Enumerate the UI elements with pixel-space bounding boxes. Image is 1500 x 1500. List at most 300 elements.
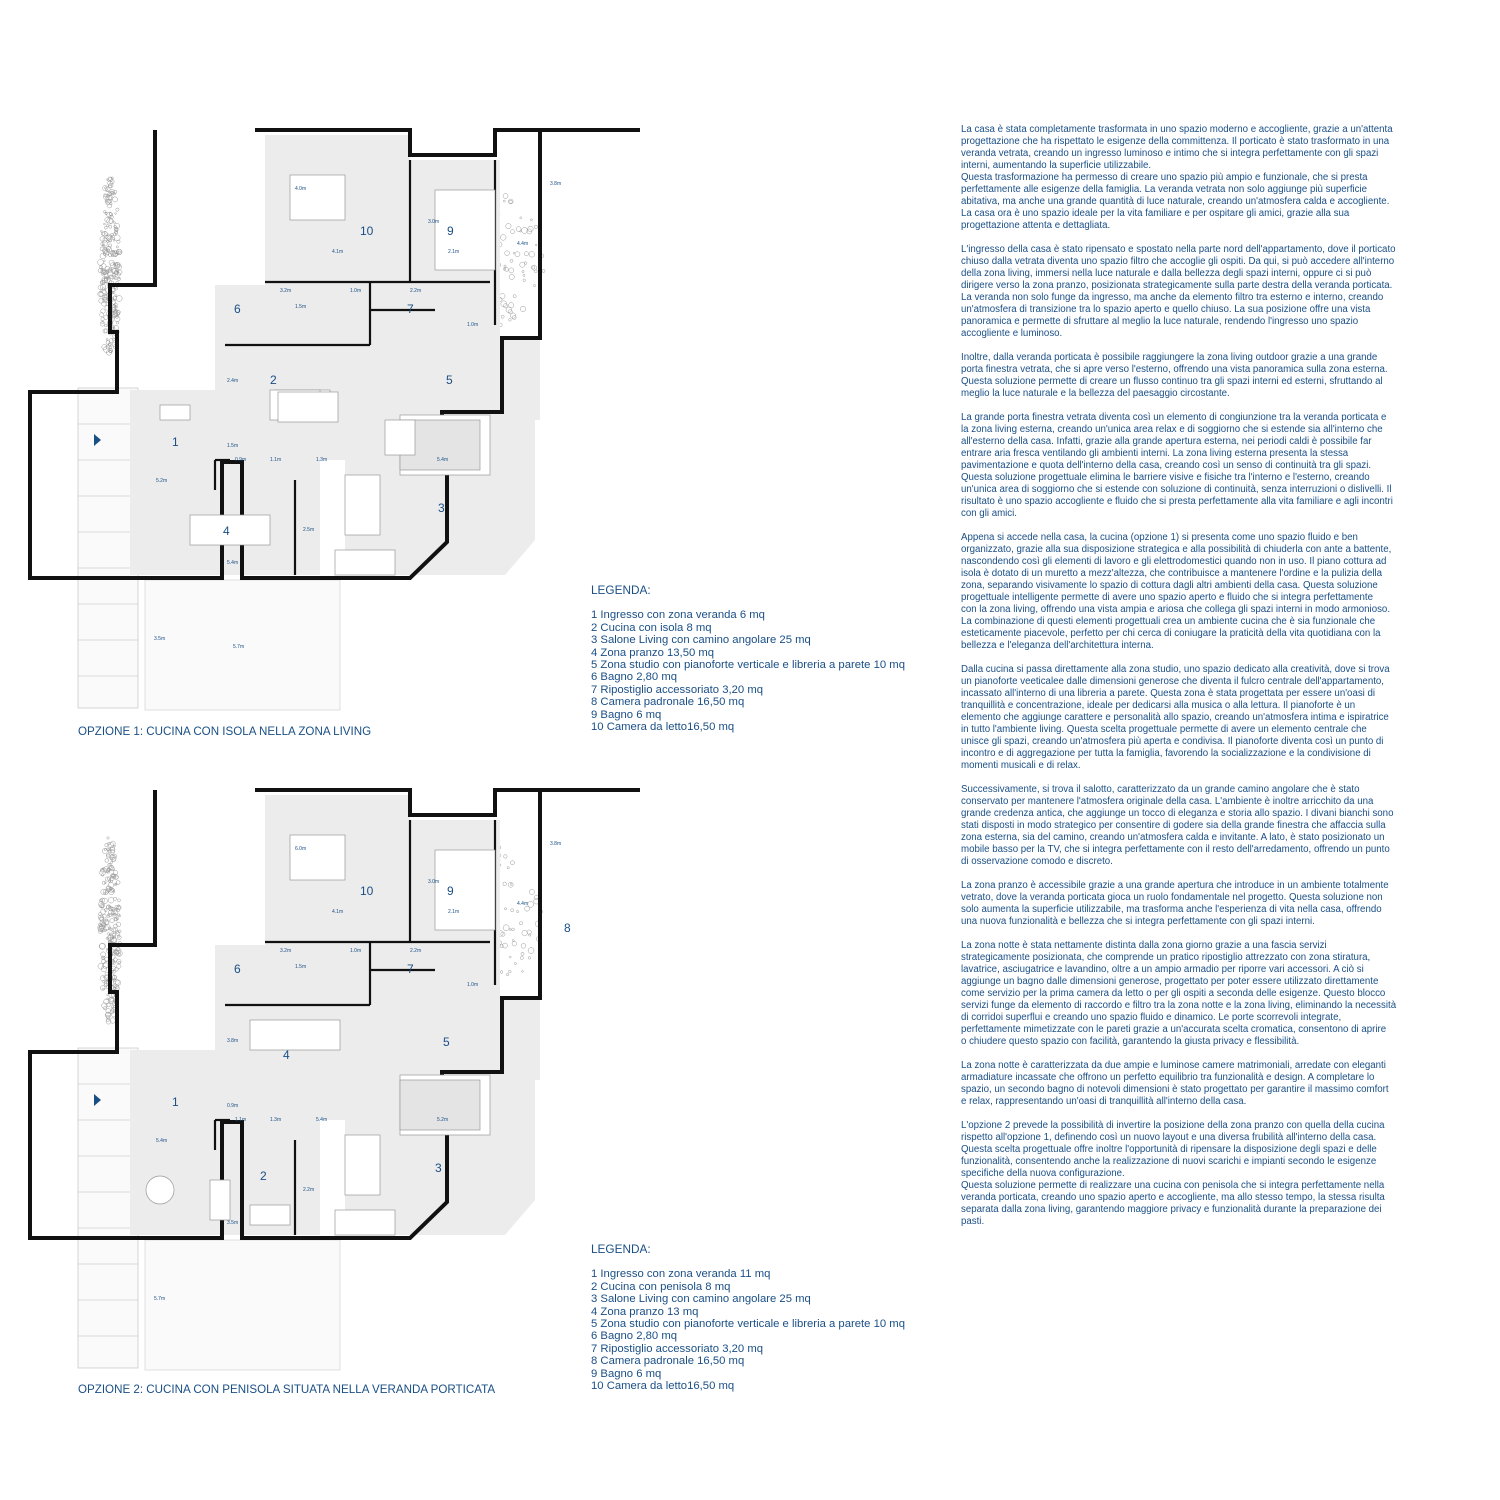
tree-foliage-circle: [114, 235, 120, 241]
tree-foliage-circle: [528, 957, 530, 959]
dimension-label: 1.0m: [350, 288, 362, 294]
description-line: entrare aria fresca ventilando gli ambienti interni. La zona living esterna presenta la stessa: [961, 448, 1349, 459]
dimension-label: 1.5m: [295, 964, 307, 970]
legend-item: 9 Bagno 6 mq: [591, 708, 662, 721]
tree-foliage-circle: [505, 251, 510, 256]
description-line: un pianoforte veeticalee dalle dimensioni generose che diventa il fulcro centrale dell'appartamento,: [961, 676, 1384, 687]
dimension-label: 6.0m: [295, 846, 307, 852]
room-label: 6: [234, 962, 241, 976]
room-label: 1: [172, 1095, 179, 1109]
description-paragraph: [961, 412, 1437, 520]
description-line: isola è dotato di un muretto a mezz'altezza, che contribuisce a mantenere l'ordine e la pulizia della: [961, 568, 1383, 579]
dimension-label: 1.1m: [270, 457, 282, 463]
tree-foliage-circle: [519, 922, 522, 925]
dimension-label: 3.0m: [428, 879, 440, 885]
dimension-label: 1.5m: [295, 304, 307, 310]
dimension-label: 5.4m: [227, 560, 239, 566]
description-line: un'atmosfera di transizione tra lo spazio aperto e quello chiuso. La sua posizione offre una vista: [961, 304, 1371, 315]
deck-outline: [78, 1048, 138, 1368]
description-line: organizzato, grazie alla sua disposizione strategica e alla possibilità di chiuderla con ante a battente,: [961, 544, 1392, 555]
legend-item: 3 Salone Living con camino angolare 25 mq: [591, 1293, 811, 1306]
description-line: unisce gli spazi, creando un'atmosfera più aperta e condivisa. Il pianoforte diventa così un punto di: [961, 736, 1384, 747]
tree-foliage-circle: [113, 221, 115, 223]
tree-foliage-circle: [99, 943, 105, 949]
description-line: strategicamente posizionata, che comprende un pratico ripostiglio attrezzato con zona stiratura,: [961, 952, 1371, 963]
plan-caption-option-1: OPZIONE 1: CUCINA CON ISOLA NELLA ZONA LIVING: [78, 725, 372, 738]
description-paragraph: [961, 940, 1437, 1048]
tree-foliage-circle: [508, 882, 513, 887]
tree-foliage-circle: [104, 324, 107, 327]
description-line: Appena si accede nella casa, la cucina (opzione 1) si presenta come uno spazio fluido e ben: [961, 532, 1358, 543]
tree-foliage-circle: [101, 230, 103, 232]
description-line: Questa trasformazione ha permesso di creare uno spazio più ampio e funzionale, che si presta: [961, 172, 1368, 183]
tree-foliage-circle: [105, 844, 108, 847]
description-line: Dalla cucina si passa direttamente alla zona studio, uno spazio dedicato alla creatività, dove si trova: [961, 664, 1390, 675]
dimension-label: 2.4m: [227, 378, 239, 384]
tree-foliage-circle: [510, 883, 512, 885]
dimension-label: 3.2m: [280, 288, 292, 294]
dimension-label: 2.2m: [410, 288, 422, 294]
description-line: La grande porta finestra vetrata diventa così un elemento di congiunzione tra la veranda porticata e: [961, 412, 1387, 423]
legend-title: LEGENDA:: [591, 583, 651, 597]
floor-plan-option-1: [70, 120, 570, 720]
tree-foliage-circle: [504, 267, 508, 271]
project-description: [961, 124, 1437, 1240]
description-line: solo aumenta la superficie utilizzabile, ma trasforma anche l'esperienza di vita nella casa, offrendo: [961, 904, 1382, 915]
tree-foliage-circle: [106, 937, 108, 939]
room-label: 3: [435, 1161, 442, 1175]
room-label: 9: [447, 224, 454, 238]
description-line: Questa soluzione permette di realizzare una cucina con penisola che si integra perfettamente nella: [961, 1180, 1385, 1191]
tree-foliage-circle: [520, 217, 522, 219]
tree-foliage-circle: [104, 848, 106, 850]
tree-foliage-circle: [514, 962, 516, 964]
dimension-label: 5.4m: [437, 457, 449, 463]
porch-deck: [78, 388, 138, 708]
dimension-label: 4.1m: [332, 249, 344, 255]
floor-plan-drawing: [70, 780, 570, 1380]
tree-foliage-circle: [504, 265, 506, 267]
legend-title: LEGENDA:: [591, 1242, 651, 1256]
dimension-label: 3.8m: [550, 181, 562, 187]
tree-foliage-circle: [500, 971, 503, 974]
description-line: veranda porticata, creando uno spazio aperto e accogliente, ma allo stesso tempo, la stessa risulta: [961, 1192, 1385, 1203]
room-label: 7: [407, 962, 414, 976]
tree-foliage-circle: [110, 918, 114, 922]
legend-item: 4 Zona pranzo 13 mq: [591, 1305, 699, 1318]
tree-foliage-circle: [528, 948, 534, 954]
tree-foliage-circle: [528, 901, 534, 907]
room-label: 2: [260, 1169, 267, 1183]
room-label: 9: [447, 884, 454, 898]
tree-foliage-circle: [112, 197, 117, 202]
description-line: progettuale intelligente permette di avere uno spazio aperto e fluido che si integra perfettamente: [961, 592, 1373, 603]
description-line: La casa è stata completamente trasformata in uno spazio moderno e accogliente, grazie a un'attenta: [961, 124, 1393, 135]
tree-foliage-circle: [106, 338, 108, 340]
tree-foliage-circle: [506, 973, 509, 976]
tree-foliage-circle: [509, 956, 511, 958]
description-line: La zona pranzo è accessibile grazie a una grande apertura che introduce in un ambiente totalmente: [961, 880, 1389, 891]
room-label: 5: [446, 373, 453, 387]
description-line: servizi funge da elemento di raccordo e filtro tra la zona notte e la zona living, eliminando la necessità: [961, 1000, 1397, 1011]
dimension-label: 5.7m: [233, 644, 245, 650]
tree-foliage-circle: [503, 200, 505, 202]
description-line: della zona living, immersi nella luce naturale e dalla bellezza degli spazi interni, oppure ci si può: [961, 268, 1372, 279]
dimension-label: 5.4m: [156, 1138, 168, 1144]
tree-foliage-circle: [522, 270, 524, 272]
tree-foliage-circle: [542, 269, 545, 272]
legend-item: 8 Camera padronale 16,50 mq: [591, 696, 745, 709]
tree-foliage-circle: [520, 306, 525, 311]
tree-foliage-circle: [117, 936, 121, 940]
description-line: zona, separando visivamente lo spazio di cottura dagli altri ambienti della casa. Questa soluzione: [961, 580, 1378, 591]
room-label: 4: [283, 1048, 290, 1062]
tree-foliage-circle: [98, 913, 101, 916]
description-line: risultato è uno spazio accogliente e fluido che si presta perfettamente alla vita familiare e agli incontri: [961, 496, 1393, 507]
tree-foliage-circle: [504, 855, 508, 859]
description-line: la zona living esterna, creando un'unica area relax e di soggiorno che si estende sia all'interno che: [961, 424, 1383, 435]
tree-foliage-circle: [516, 227, 521, 232]
tree-foliage-circle: [116, 296, 122, 302]
room-label: 7: [407, 302, 414, 316]
description-line: una nuova funzionalità e bellezza che si integra perfettamente con gli spazi interni.: [961, 916, 1315, 927]
description-line: Inoltre, dalla veranda porticata è possibile raggiungere la zona living outdoor grazie a una grande: [961, 352, 1378, 363]
tree-foliage-circle: [117, 899, 120, 902]
room-label: 10: [360, 224, 374, 238]
tree-foliage-circle: [522, 971, 524, 973]
tree-foliage-circle: [104, 260, 106, 262]
description-line: La veranda non solo funge da ingresso, ma anche da elemento filtro tra esterno e interno, creando: [961, 292, 1384, 303]
description-line: chiuso dalla vetrata diventa uno spazio filtro che accoglie gli ospiti. Da qui, si può accedere all'interno: [961, 256, 1395, 267]
tree-foliage-circle: [116, 208, 119, 211]
description-line: elemento che aggiunge carattere e personalità allo spazio, creando un'atmosfera intima e ispiratrice: [961, 712, 1389, 723]
description-paragraph: [961, 664, 1437, 772]
dimension-label: 1.1m: [235, 1117, 247, 1123]
tree-foliage-circle: [105, 859, 109, 863]
dimension-label: 0.9m: [227, 1103, 239, 1109]
description-line: pasti.: [961, 1216, 985, 1227]
description-line: aggiunge un bagno dalle dimensioni generose, progettato per poter essere utilizzato direttamente: [961, 976, 1379, 987]
legend-item: 7 Ripostiglio accessoriato 3,20 mq: [591, 1342, 764, 1355]
legend-item: 8 Camera padronale 16,50 mq: [591, 1355, 745, 1368]
description-line: accogliente e luminoso.: [961, 328, 1063, 339]
description-line: esteticamente piacevole, perfetto per chi cerca di coniugare la praticità della vita quotidiana con la: [961, 628, 1381, 639]
room-label: 4: [223, 524, 230, 538]
description-line: spazio, un secondo bagno di notevoli dimensioni è stato progettato per garantire il massimo comfort: [961, 1084, 1389, 1095]
dimension-label: 2.2m: [303, 1187, 315, 1193]
tree-foliage-circle: [106, 919, 108, 921]
dimension-label: 2.1m: [448, 249, 460, 255]
description-line: tranquillità e concentrazione, ideale per dedicarsi alla musica o alla lettura. Il pianoforte è un: [961, 700, 1356, 711]
dimension-label: 2.2m: [410, 948, 422, 954]
tree-foliage-circle: [515, 252, 520, 257]
tree-foliage-circle: [529, 889, 534, 894]
dimension-label: 1.5m: [227, 443, 239, 449]
dimension-label: 2.1m: [448, 909, 460, 915]
description-line: all'esterno della casa. Infatti, grazie alla grande apertura esterna, nei periodi caldi è possibile far: [961, 436, 1372, 447]
legend-item: 10 Camera da letto16,50 mq: [591, 721, 735, 734]
tree-foliage-circle: [509, 268, 514, 273]
description-paragraph: [961, 1120, 1437, 1228]
legend-item: 2 Cucina con penisola 8 mq: [591, 1280, 731, 1293]
description-line: interni, aumentando la superficie utilizzabile.: [961, 160, 1152, 171]
legend-item: 2 Cucina con isola 8 mq: [591, 621, 712, 634]
description-line: stati disposti in modo strategico per consentire di godere sia della grande finestra che affaccia sulla: [961, 820, 1386, 831]
dimension-label: 3.8m: [550, 841, 562, 847]
tree-foliage-circle: [512, 941, 517, 946]
tree-foliage-circle: [534, 270, 537, 273]
description-line: con la zona living, offrendo una vista ampia e ariosa che collega gli spazi interni in modo armonioso.: [961, 604, 1391, 615]
porch-deck: [78, 1048, 138, 1368]
tree-foliage-circle: [501, 315, 504, 318]
dimension-label: 4.1m: [332, 909, 344, 915]
tree-foliage-circle: [109, 225, 112, 228]
description-paragraph: [961, 880, 1437, 928]
tree-foliage-circle: [522, 930, 527, 935]
dimension-label: 4.4m: [517, 901, 529, 907]
description-line: progettazione attenta e dettagliata.: [961, 220, 1111, 231]
tree-foliage-circle: [111, 861, 113, 863]
legend-item: 3 Salone Living con camino angolare 25 mq: [591, 634, 811, 647]
tree-foliage-circle: [104, 223, 106, 225]
description-line: nascondendo così gli elementi di lavoro e gli elettrodomestici quando non in uso. Il piano cottura ad: [961, 556, 1387, 567]
description-line: zona esterna, sia del camino, creando un'atmosfera calda e invitante. A lato, è stato posizionato un: [961, 832, 1385, 843]
description-paragraph: [961, 784, 1437, 868]
tree-foliage-circle: [101, 264, 106, 269]
tree-foliage-circle: [500, 293, 506, 299]
legend-item: 7 Ripostiglio accessoriato 3,20 mq: [591, 683, 764, 696]
tree-foliage-circle: [535, 244, 537, 246]
dimension-label: 3.5m: [227, 1220, 239, 1226]
room-label: 6: [234, 302, 241, 316]
description-line: Successivamente, si trova il salotto, caratterizzato da un grande camino angolare che è stato: [961, 784, 1360, 795]
tree-foliage-circle: [115, 213, 117, 215]
tree-foliage-circle: [102, 322, 104, 324]
description-line: abitativa, ma anche una grande quantità di luce naturale, creando un'atmosfera calda e accogliente.: [961, 196, 1390, 207]
legend-item: 6 Bagno 2,80 mq: [591, 1330, 678, 1343]
dimension-label: 1.0m: [467, 322, 479, 328]
tree-foliage-circle: [509, 929, 511, 931]
description-line: La zona notte è stata nettamente distinta dalla zona giorno grazie a una fascia servizi: [961, 940, 1327, 951]
description-line: vetrato, dove la veranda porticata gioca un ruolo fondamentale nel progetto. Questa soluzione non: [961, 892, 1383, 903]
description-line: di corridoi superflui e creando uno spazio fluido e dinamico. Le porte scorrevoli integrate,: [961, 1012, 1342, 1023]
tree-foliage-circle: [100, 313, 104, 317]
description-line: mobile basso per la TV, che si integra perfettamente con il resto dell'arredamento, offrendo un punto: [961, 844, 1390, 855]
description-line: veranda vetrata, creando un ingresso luminoso e intimo che si integra perfettamente con gli spazi: [961, 148, 1379, 159]
tree-foliage-circle: [503, 925, 509, 931]
tree-foliage-circle: [516, 910, 518, 912]
dimension-label: 1.0m: [350, 948, 362, 954]
description-line: con gli amici.: [961, 508, 1017, 519]
dimension-label: 2.5m: [303, 527, 315, 533]
dimension-label: 3.5m: [154, 636, 166, 642]
description-line: perfettamente alle esigenze della famiglia. La veranda vetrata non solo aggiunge più superficie: [961, 184, 1368, 195]
description-line: lavatrice, asciugatrice e lavandino, oltre a un ampio armadio per riporre vari accessori. A ciò si: [961, 964, 1364, 975]
dimension-label: 1.3m: [270, 1117, 282, 1123]
tree-foliage-circle: [510, 230, 514, 234]
dimension-label: 5.2m: [437, 1117, 449, 1123]
description-paragraph: [961, 532, 1437, 652]
dimension-label: 3.8m: [227, 1038, 239, 1044]
tree-foliage-circle: [101, 952, 106, 957]
legend-option-1: [591, 584, 905, 733]
tree-foliage-circle: [520, 956, 523, 959]
description-line: Questa soluzione progettuale elimina le barriere visive e fisiche tra l'interno e l'esterno, creando: [961, 472, 1370, 483]
dimension-label: 5.2m: [156, 478, 168, 484]
legend-option-2: [591, 1243, 905, 1392]
tree-foliage-circle: [117, 964, 121, 968]
tree-foliage-circle: [118, 277, 120, 279]
dimension-label: 3.2m: [280, 948, 292, 954]
description-paragraph: [961, 124, 1437, 232]
tree-foliage-circle: [513, 295, 516, 298]
dimension-label: 4.0m: [295, 186, 307, 192]
dimension-label: 5.7m: [154, 1296, 166, 1302]
description-line: meglio la luce naturale e la bellezza del paesaggio circostante.: [961, 388, 1230, 399]
tree-foliage-circle: [512, 316, 516, 320]
tree-foliage-circle: [109, 219, 114, 224]
tree-foliage-circle: [507, 867, 509, 869]
tree-foliage-circle: [510, 259, 513, 262]
tree-foliage-circle: [521, 952, 524, 955]
dimension-label: 3.0m: [428, 219, 440, 225]
tree-foliage-circle: [100, 237, 105, 242]
plan-caption-option-2: OPZIONE 2: CUCINA CON PENISOLA SITUATA NELLA VERANDA PORTICATA: [78, 1383, 496, 1396]
deck-outline: [78, 388, 138, 708]
tree-foliage-circle: [101, 317, 104, 320]
description-line: La casa ora è uno spazio ideale per la vita familiare e per ospitare gli amici, grazie alla sua: [961, 208, 1350, 219]
description-line: in tutto l'ambiente living. Questa scelta progettuale permette di avere un elemento centrale che: [961, 724, 1367, 735]
description-line: specifiche della nuova configurazione.: [961, 1168, 1125, 1179]
description-line: momenti musicali e di relax.: [961, 760, 1081, 771]
description-line: funzionalità, consentendo anche la realizzazione di nuovi scarichi e impianti secondo le esigenze: [961, 1156, 1377, 1167]
tree-foliage-circle: [112, 301, 116, 305]
description-line: La zona notte è caratterizzata da due ampie e luminose camere matrimoniali, arredate con eleganti: [961, 1060, 1386, 1071]
room-label: 5: [443, 1035, 450, 1049]
description-line: incassato all'interno di una libreria a parete. Questa zona è stata progettata per essere un'oasi di: [961, 688, 1376, 699]
description-line: dirigere verso la zona pranzo, posizionata strategicamente sulla parte destra della veranda porticata.: [961, 280, 1393, 291]
description-line: bellezza e l'eleganza dell'architettura interna.: [961, 640, 1154, 651]
tree-foliage-circle: [508, 970, 511, 973]
description-line: L'opzione 2 prevede la possibilità di invertire la posizione della zona pranzo con quella della cucina: [961, 1120, 1385, 1131]
tree-foliage-circle: [108, 238, 112, 242]
tree-foliage-circle: [106, 197, 108, 199]
description-line: panoramica e permette di sfruttare al meglio la luce naturale, rendendo l'ingresso uno spazio: [961, 316, 1359, 327]
tree-foliage-circle: [511, 909, 514, 912]
description-paragraph: [961, 1060, 1437, 1108]
description-line: porta finestra vetrata, che si apre verso l'esterno, offrendo una vista panoramica sulla zona esterna.: [961, 364, 1388, 375]
legend-item: 6 Bagno 2,80 mq: [591, 671, 678, 684]
description-line: conservato per mantenere l'atmosfera originale della casa. L'ambiente è inoltre arricchito da una: [961, 796, 1374, 807]
tree-foliage-circle: [509, 319, 512, 322]
room-label: 3: [438, 501, 445, 515]
tree-foliage-circle: [102, 302, 107, 307]
tree-foliage-circle: [523, 274, 525, 276]
tree-foliage-circle: [106, 179, 108, 181]
tree-foliage-circle: [106, 202, 108, 204]
tree-foliage-circle: [113, 870, 117, 874]
description-line: di osservazione comodo e discreto.: [961, 856, 1113, 867]
legend-item: 1 Ingresso con zona veranda 6 mq: [591, 609, 765, 622]
description-line: perfettamente mimetizzate con le pareti grazie a un'accurata scelta cromatica, consentono di aprire: [961, 1024, 1387, 1035]
tree-foliage-circle: [504, 908, 506, 910]
floor-plan-option-2: [70, 780, 570, 1380]
legend-item: 1 Ingresso con zona veranda 11 mq: [591, 1268, 771, 1281]
legend-item: 9 Bagno 6 mq: [591, 1367, 662, 1380]
dimension-label: 1.0m: [467, 982, 479, 988]
tree-foliage-circle: [115, 967, 119, 971]
terrace: [145, 1240, 340, 1370]
tree-foliage-circle: [108, 897, 114, 903]
tree-foliage-circle: [100, 247, 104, 251]
tree-foliage-circle: [116, 881, 120, 885]
tree-foliage-circle: [521, 944, 526, 949]
description-line: un'unica area di soggiorno che si estende con soluzione di continuità, senza interruzioni o dislivelli. Il: [961, 484, 1392, 495]
tree-foliage-circle: [112, 933, 115, 936]
description-paragraph: [961, 244, 1437, 340]
description-line: grande credenza antica, che aggiunge un tocco di eleganza e storia allo spazio. I divani bianchi sono: [961, 808, 1394, 819]
tree-foliage-circle: [104, 957, 108, 961]
description-line: come servizio per la prima camera da letto o per gli ospiti a seconda delle esigenze. Questo blocco: [961, 988, 1386, 999]
tree-foliage-circle: [509, 274, 514, 279]
dimension-label: 0.9m: [235, 457, 247, 463]
legend-item: 10 Camera da letto16,50 mq: [591, 1380, 735, 1393]
tree-foliage-circle: [107, 837, 109, 839]
tree-foliage-circle: [510, 861, 514, 865]
tree-foliage-circle: [503, 194, 508, 199]
description-line: armadiature incassate che offrono un perfetto equilibrio tra funzionalità e design. A completare lo: [961, 1072, 1375, 1083]
tree-foliage-circle: [523, 279, 526, 282]
description-line: Questa scelta progettuale offre inoltre l'opportunità di ripensare la disposizione degli spazi e delle: [961, 1144, 1377, 1155]
room-label: 2: [270, 373, 277, 387]
tree-foliage-circle: [506, 223, 511, 228]
legend-item: 5 Zona studio con pianoforte verticale e libreria a parete 10 mq: [591, 1318, 905, 1331]
description-line: rispetto all'opzione 1, definendo così un nuovo layout e una diversa frubilità all'interno della casa.: [961, 1132, 1377, 1143]
tree-foliage-circle: [98, 259, 104, 265]
tree-foliage-circle: [109, 863, 111, 865]
legend-item: 5 Zona studio con pianoforte verticale e libreria a parete 10 mq: [591, 659, 905, 672]
tree-foliage-circle: [529, 251, 535, 257]
tree-foliage-circle: [512, 928, 515, 931]
tree-foliage-circle: [524, 252, 528, 256]
description-line: incontro e di aggregazione per tutta la famiglia, favorendo la socializzazione e la condivisione di: [961, 748, 1371, 759]
tree-foliage-circle: [116, 246, 118, 248]
description-line: L'ingresso della casa è stato ripensato e spostato nella parte nord dell'appartamento, dove il porticato: [961, 244, 1396, 255]
tree-foliage-circle: [534, 225, 537, 228]
floor-plan-drawing: [70, 120, 570, 720]
description-line: pavimentazione e quota dell'interno della casa, creando così un senso di continuità tra gli spazi.: [961, 460, 1372, 471]
tree-foliage-circle: [500, 235, 506, 241]
tree-foliage-circle: [522, 228, 528, 234]
dimension-label: 1.3m: [316, 457, 328, 463]
description-line: progettazione che ha rispettato le esigenze della committenza. Il porticato è stato trasformato in una: [961, 136, 1390, 147]
room-label: 1: [172, 435, 179, 449]
description-line: separata dalla zona living, garantendo maggiore privacy e funzionalità durante la preparazione dei: [961, 1204, 1382, 1215]
tree-foliage-circle: [104, 226, 107, 229]
dimension-label: 5.4m: [316, 1117, 328, 1123]
description-line: Questa soluzione permette di creare un flusso continuo tra gli spazi interni ed esterni, sfruttando al: [961, 376, 1383, 387]
description-line: o chiudere questo spazio con facilità, garantendo la giusta privacy e flessibilità.: [961, 1036, 1300, 1047]
tree-foliage-circle: [101, 874, 104, 877]
legend-item: 4 Zona pranzo 13,50 mq: [591, 646, 715, 659]
tree-foliage-circle: [503, 882, 507, 886]
room-label: 10: [360, 884, 374, 898]
tree-foliage-circle: [530, 219, 532, 221]
description-line: e relax, rappresentando un'oasi di tranquillità all'interno della casa.: [961, 1096, 1247, 1107]
tree-foliage-circle: [107, 994, 109, 996]
dimension-label: 4.4m: [517, 241, 529, 247]
room-label: 8: [564, 921, 571, 935]
